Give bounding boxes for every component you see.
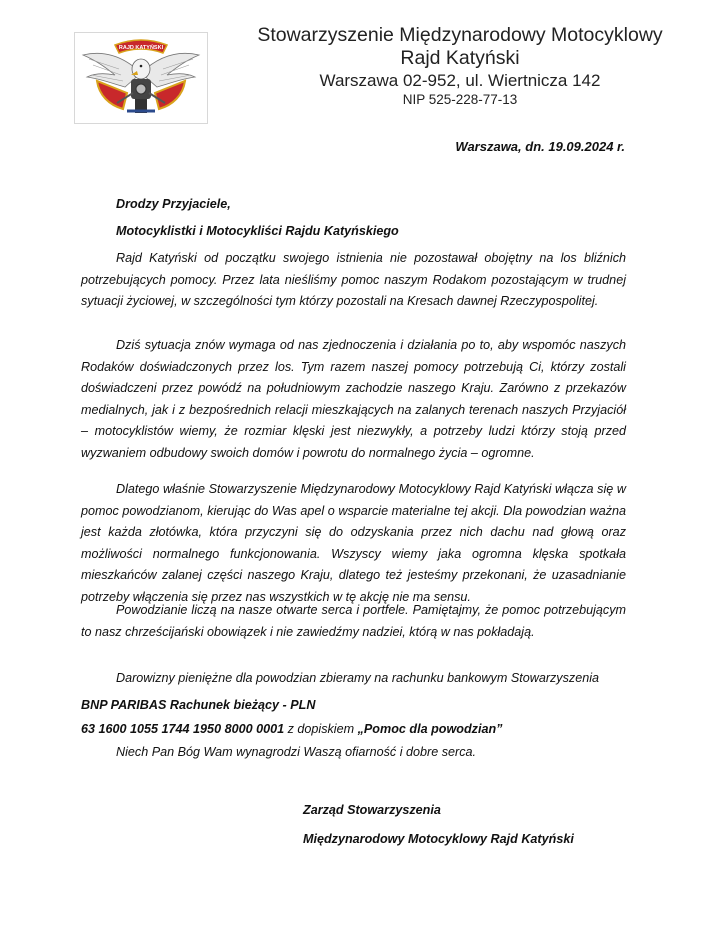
salutation-line1: Drodzy Przyjaciele,: [116, 197, 231, 211]
body-paragraph: Dlatego właśnie Stowarzyszenie Międzynarodowy Motocyklowy Rajd Katyński włącza się w pomoc powodzianom, kierując do Was apel o wsparcie materialne tej akcji. Dla powodzian ważna jest każda złotówka, która przyczyni się do odzyskania przez nich dachu nad głową oraz możliwości normalnego funkcjonowania. Wszyscy wiemy jaka ogromna klęska spotkała mieszkańców zalanej części naszego Kraju, dlatego też jesteśmy przekonani, że uzasadnianie potrzeby włączenia się przez nas wszystkich w tę akcję nie ma sensu.: [81, 482, 626, 604]
org-name-line2: Rajd Katyński: [400, 47, 520, 69]
svg-text:RAJD KATYŃSKI: RAJD KATYŃSKI: [118, 45, 164, 51]
body-paragraph: Dziś sytuacja znów wymaga od nas zjednoczenia i działania po to, aby wspomóc naszych Rodaków doświadczonych przez los. Tym razem naszej pomocy potrzebują Ci, którzy zostali doświadczeni przez powódź na południowym zachodzie naszego Kraju. Zarówno z przekazów medialnych, jak i z bezpośrednich relacji mieszkających na zalanych terenach naszych Przyjaciół – motocyklistów wiemy, że rozmiar klęski jest niezwykły, a potrzeby ludzi którzy stoją przed wyzwaniem odbudowy swoich domów i powrotu do normalnego życia – ogromne.: [81, 338, 626, 460]
closing-line: Niech Pan Bóg Wam wynagrodzi Waszą ofiarność i dobre serca.: [116, 745, 477, 759]
bank-line: BNP PARIBAS Rachunek bieżący - PLN: [81, 698, 316, 712]
signature-line1: Zarząd Stowarzyszenia: [303, 803, 441, 817]
account-line: [81, 719, 502, 741]
body-paragraph: Rajd Katyński od początku swojego istnienia nie pozostawał obojętny na los bliźnich potrzebujących pomocy. Przez lata nieśliśmy pomoc naszym Rodakom pozostającym w trudnej sytuacji życiowej, w szczególności tym którzy pozostali na Kresach dawnej Rzeczypospolitej.: [81, 251, 626, 308]
eagle-logo-icon: [75, 33, 207, 123]
account-number: 63 1600 1055 1744 1950 8000 0001: [81, 722, 285, 736]
collection-line: Darowizny pieniężne dla powodzian zbieramy na rachunku bankowym Stowarzyszenia: [116, 671, 600, 685]
org-nip: NIP 525-228-77-13: [402, 92, 518, 107]
signature-line2: Międzynarodowy Motocyklowy Rajd Katyński: [303, 832, 574, 846]
organization-logo: [74, 32, 208, 124]
org-name-line1: Stowarzyszenie Międzynarodowy Motocyklowy: [257, 24, 663, 46]
account-middle: z dopiskiem: [284, 722, 358, 736]
org-address: Warszawa 02-952, ul. Wiertnicza 142: [319, 71, 601, 90]
body-paragraph: Powodzianie liczą na nasze otwarte serca i portfele. Pamiętajmy, że pomoc potrzebującym to nasz chrześcijański obowiązek i nie zawiedźmy nadziei, którą w nas pokładają.: [81, 603, 626, 639]
letter-date: Warszawa, dn. 19.09.2024 r.: [455, 139, 625, 154]
salutation-line2: Motocyklistki i Motocykliści Rajdu Katyńskiego: [116, 224, 399, 238]
account-note: „Pomoc dla powodzian”: [357, 722, 503, 736]
